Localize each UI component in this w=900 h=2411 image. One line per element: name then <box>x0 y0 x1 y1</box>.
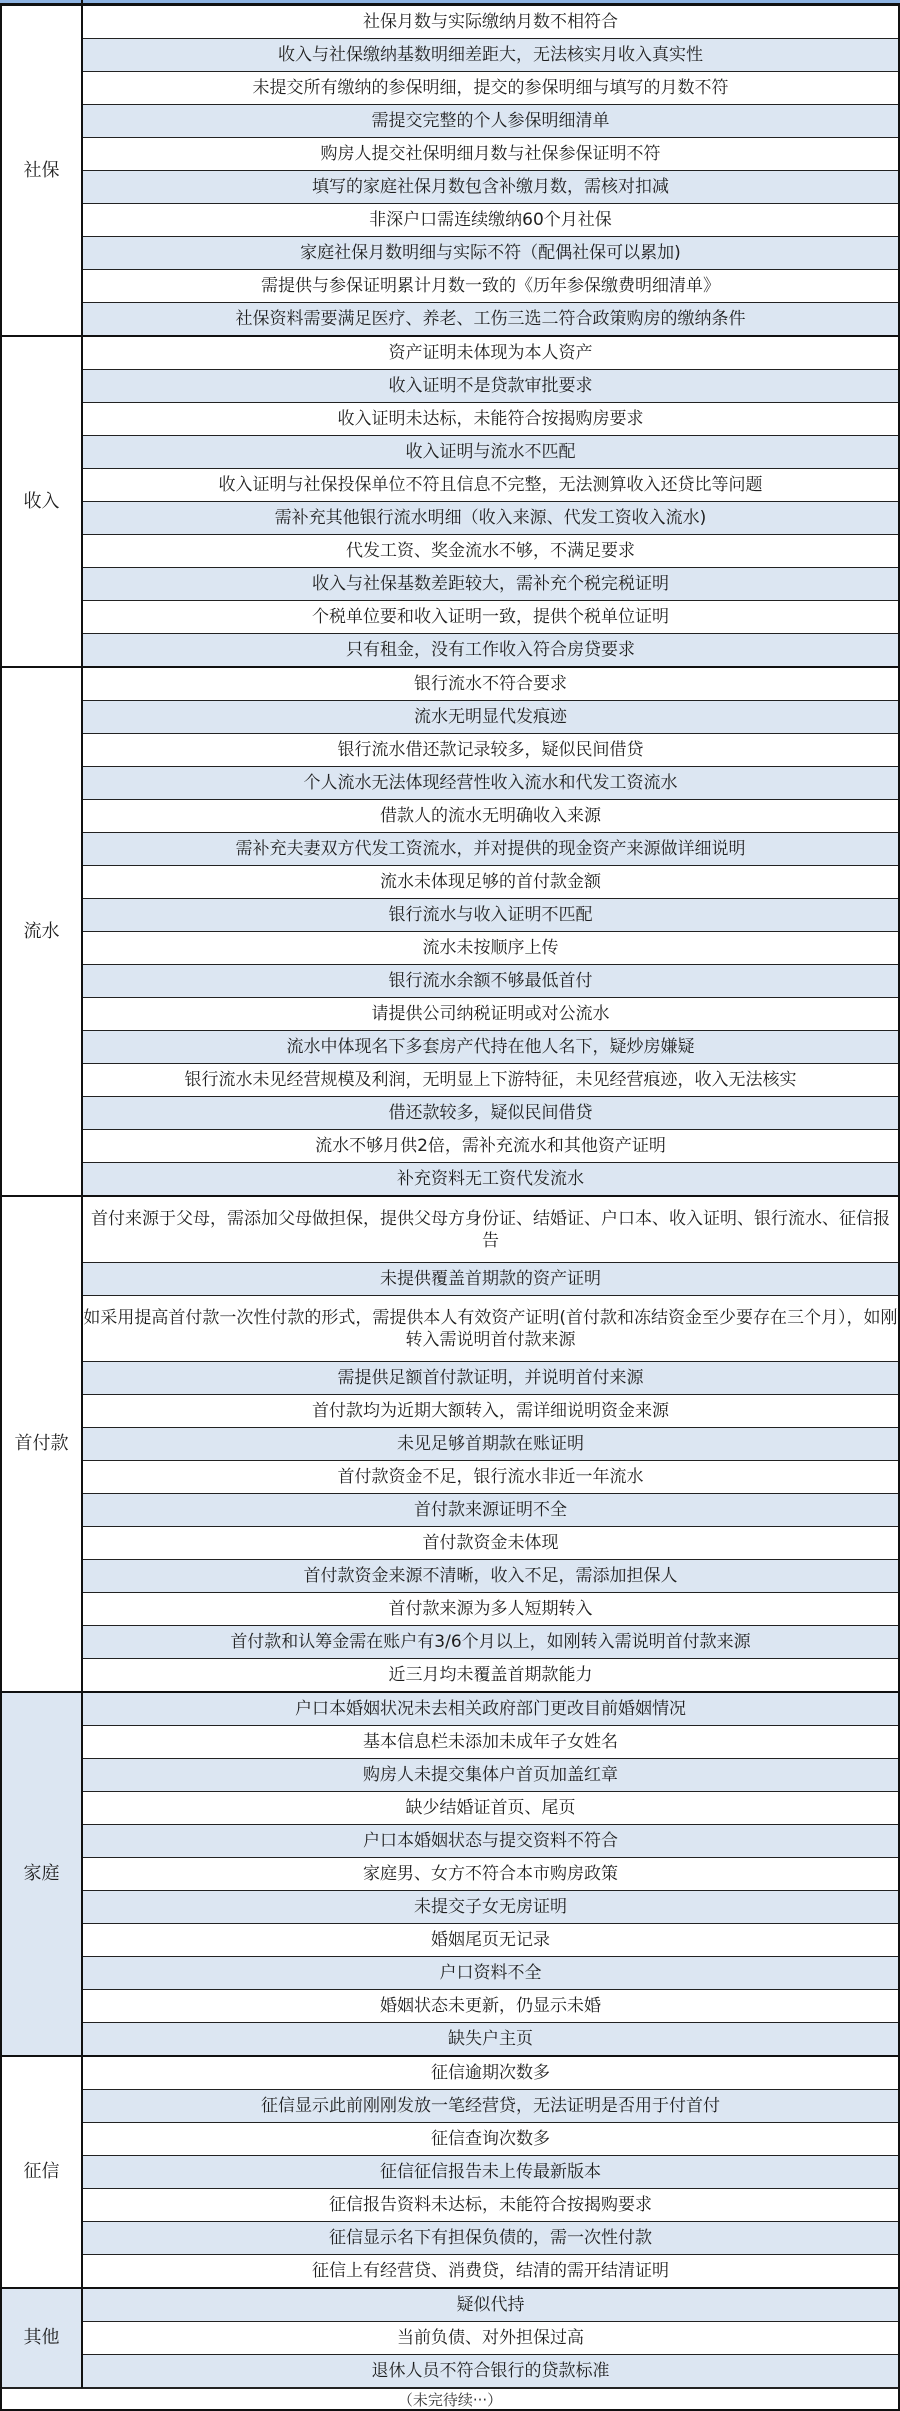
table-row <box>1 2156 899 2189</box>
reason-cell: 征信上有经营贷、消费贷，结清的需开结清证明 <box>82 2255 899 2289</box>
reason-cell: 未见足够首期款在账证明 <box>82 1428 899 1461</box>
table-row <box>1 1825 899 1858</box>
table-row <box>1 1461 899 1494</box>
reason-cell: 首付来源于父母，需添加父母做担保，提供父母方身份证、结婚证、户口本、收入证明、银行流水、征信报告 <box>82 1196 899 1263</box>
table-row <box>1 1263 899 1296</box>
reason-cell: 社保月数与实际缴纳月数不相符合 <box>82 5 899 39</box>
reason-cell: 收入证明未达标，未能符合按揭购房要求 <box>82 403 899 436</box>
reason-cell: 如采用提高首付款一次性付款的形式，需提供本人有效资产证明(首付款和冻结资金至少要存在三个月），如刚转入需说明首付款来源 <box>82 1296 899 1362</box>
table-row <box>1 1163 899 1197</box>
table-row <box>1 1726 899 1759</box>
table-row <box>1 2288 899 2322</box>
table-row <box>1 436 899 469</box>
reason-cell: 只有租金，没有工作收入符合房贷要求 <box>82 634 899 668</box>
reason-cell: 征信查询次数多 <box>82 2123 899 2156</box>
table-row <box>1 204 899 237</box>
reason-cell: 借还款较多，疑似民间借贷 <box>82 1097 899 1130</box>
reason-cell: 购房人未提交集体户首页加盖红章 <box>82 1759 899 1792</box>
reason-cell: 银行流水未见经营规模及利润，无明显上下游特征，未见经营痕迹，收入无法核实 <box>82 1064 899 1097</box>
table-row <box>1 403 899 436</box>
reason-cell: 补充资料无工资代发流水 <box>82 1163 899 1197</box>
category-cell: 社保 <box>1 5 82 336</box>
table-row <box>1 2090 899 2123</box>
table-row <box>1 800 899 833</box>
category-cell: 家庭 <box>1 1692 82 2056</box>
table-row <box>1 270 899 303</box>
reason-cell: 流水无明显代发痕迹 <box>82 701 899 734</box>
table-row <box>1 502 899 535</box>
table-row <box>1 336 899 370</box>
reason-cell: 请提供公司纳税证明或对公流水 <box>82 998 899 1031</box>
table-row <box>1 932 899 965</box>
table-row <box>1 701 899 734</box>
reason-cell: 代发工资、奖金流水不够，不满足要求 <box>82 535 899 568</box>
reason-cell: 流水未体现足够的首付款金额 <box>82 866 899 899</box>
reason-cell: 首付款来源证明不全 <box>82 1494 899 1527</box>
reason-cell: 征信报告资料未达标，未能符合按揭购要求 <box>82 2189 899 2222</box>
table-row <box>1 2123 899 2156</box>
reason-cell: 需提供与参保证明累计月数一致的《历年参保缴费明细清单》 <box>82 270 899 303</box>
table-row <box>1 1692 899 1726</box>
reason-cell: 当前负债、对外担保过高 <box>82 2322 899 2355</box>
reason-cell: 首付款资金未体现 <box>82 1527 899 1560</box>
reason-cell: 近三月均未覆盖首期款能力 <box>82 1659 899 1693</box>
table-row <box>1 1858 899 1891</box>
table-row <box>1 2023 899 2057</box>
reason-cell: 退休人员不符合银行的贷款标准 <box>82 2355 899 2388</box>
table-row <box>1 1957 899 1990</box>
reason-cell: 家庭社保月数明细与实际不符（配偶社保可以累加) <box>82 237 899 270</box>
reason-cell: 个人流水无法体现经营性收入流水和代发工资流水 <box>82 767 899 800</box>
table-row <box>1 2056 899 2090</box>
reason-cell: 购房人提交社保明细月数与社保参保证明不符 <box>82 138 899 171</box>
table-row <box>1 2222 899 2255</box>
reason-cell: 收入证明与社保投保单位不符且信息不完整，无法测算收入还贷比等问题 <box>82 469 899 502</box>
table-row <box>1 535 899 568</box>
table-row <box>1 105 899 138</box>
table-row <box>1 2355 899 2388</box>
reason-cell: 未提交子女无房证明 <box>82 1891 899 1924</box>
reason-cell: 家庭男、女方不符合本市购房政策 <box>82 1858 899 1891</box>
table-row <box>1 1130 899 1163</box>
reason-cell: 征信逾期次数多 <box>82 2056 899 2090</box>
table-row <box>1 1659 899 1693</box>
table-row <box>1 2189 899 2222</box>
reason-cell: 首付款资金来源不清晰，收入不足，需添加担保人 <box>82 1560 899 1593</box>
reason-cell: 户口本婚姻状况未去相关政府部门更改目前婚姻情况 <box>82 1692 899 1726</box>
reason-cell: 户口资料不全 <box>82 1957 899 1990</box>
reason-cell: 银行流水借还款记录较多，疑似民间借贷 <box>82 734 899 767</box>
table-row <box>1 237 899 270</box>
table-row <box>1 72 899 105</box>
reason-cell: 收入与社保缴纳基数明细差距大，无法核实月收入真实性 <box>82 39 899 72</box>
reason-cell: 未提供覆盖首期款的资产证明 <box>82 1263 899 1296</box>
category-cell: 首付款 <box>1 1196 82 1692</box>
reason-cell: 首付款均为近期大额转入，需详细说明资金来源 <box>82 1395 899 1428</box>
table-row <box>1 303 899 337</box>
reason-cell: 基本信息栏未添加未成年子女姓名 <box>82 1726 899 1759</box>
table-row <box>1 1494 899 1527</box>
category-cell: 收入 <box>1 336 82 667</box>
reason-cell: 个税单位要和收入证明一致，提供个税单位证明 <box>82 601 899 634</box>
reason-cell: 首付款和认筹金需在账户有3/6个月以上，如刚转入需说明首付款来源 <box>82 1626 899 1659</box>
reason-cell: 非深户口需连续缴纳60个月社保 <box>82 204 899 237</box>
table-row <box>1 2255 899 2289</box>
reason-cell: 收入证明不是贷款审批要求 <box>82 370 899 403</box>
reason-cell: 户口本婚姻状态与提交资料不符合 <box>82 1825 899 1858</box>
reason-cell: 疑似代持 <box>82 2288 899 2322</box>
reason-cell: 需补充其他银行流水明细（收入来源、代发工资收入流水) <box>82 502 899 535</box>
reason-cell: 流水未按顺序上传 <box>82 932 899 965</box>
table-row <box>1 998 899 1031</box>
category-cell: 征信 <box>1 2056 82 2288</box>
reason-cell: 缺少结婚证首页、尾页 <box>82 1792 899 1825</box>
table-row <box>1 1097 899 1130</box>
table-row <box>1 1759 899 1792</box>
table-row <box>1 1891 899 1924</box>
reason-cell: 资产证明未体现为本人资产 <box>82 336 899 370</box>
table-row <box>1 1196 899 1263</box>
table-row <box>1 1792 899 1825</box>
table-row <box>1 1560 899 1593</box>
reason-cell: 收入与社保基数差距较大，需补充个税完税证明 <box>82 568 899 601</box>
table-row <box>1 1990 899 2023</box>
reason-cell: 填写的家庭社保月数包含补缴月数，需核对扣减 <box>82 171 899 204</box>
to-be-continued-note: （未完待续···） <box>0 2388 900 2411</box>
table-row <box>1 1527 899 1560</box>
reason-cell: 需提交完整的个人参保明细清单 <box>82 105 899 138</box>
table-row <box>1 568 899 601</box>
reason-cell: 需提供足额首付款证明，并说明首付来源 <box>82 1362 899 1395</box>
category-cell: 流水 <box>1 667 82 1196</box>
table-row <box>1 469 899 502</box>
reason-cell: 需补充夫妻双方代发工资流水，并对提供的现金资产来源做详细说明 <box>82 833 899 866</box>
table-row <box>1 5 899 39</box>
table-row <box>1 1428 899 1461</box>
reason-cell: 流水中体现名下多套房产代持在他人名下，疑炒房嫌疑 <box>82 1031 899 1064</box>
table-row <box>1 1924 899 1957</box>
reason-cell: 银行流水余额不够最低首付 <box>82 965 899 998</box>
reason-cell: 征信显示此前刚刚发放一笔经营贷，无法证明是否用于付首付 <box>82 2090 899 2123</box>
table-row <box>1 601 899 634</box>
table-row <box>1 833 899 866</box>
reason-cell: 未提交所有缴纳的参保明细，提交的参保明细与填写的月数不符 <box>82 72 899 105</box>
reason-cell: 征信显示名下有担保负债的，需一次性付款 <box>82 2222 899 2255</box>
table-row <box>1 2322 899 2355</box>
reason-cell: 借款人的流水无明确收入来源 <box>82 800 899 833</box>
reason-cell: 银行流水与收入证明不匹配 <box>82 899 899 932</box>
table-row <box>1 1626 899 1659</box>
table-row <box>1 1064 899 1097</box>
reason-cell: 社保资料需要满足医疗、养老、工伤三选二符合政策购房的缴纳条件 <box>82 303 899 337</box>
reason-cell: 缺失户主页 <box>82 2023 899 2057</box>
table-row <box>1 965 899 998</box>
reason-cell: 婚姻尾页无记录 <box>82 1924 899 1957</box>
table-row <box>1 667 899 701</box>
table-row <box>1 866 899 899</box>
category-cell: 其他 <box>1 2288 82 2388</box>
table-row <box>1 1362 899 1395</box>
table-row <box>1 1395 899 1428</box>
table-row <box>1 370 899 403</box>
reason-cell: 首付款来源为多人短期转入 <box>82 1593 899 1626</box>
reason-cell: 婚姻状态未更新，仍显示未婚 <box>82 1990 899 2023</box>
table-row <box>1 734 899 767</box>
reason-cell: 征信征信报告未上传最新版本 <box>82 2156 899 2189</box>
table-row <box>1 138 899 171</box>
table-row <box>1 634 899 668</box>
table-row <box>1 767 899 800</box>
loan-rejection-reasons-table <box>0 4 900 2388</box>
table-row <box>1 899 899 932</box>
table-row <box>1 1296 899 1362</box>
reason-cell: 首付款资金不足，银行流水非近一年流水 <box>82 1461 899 1494</box>
table-row <box>1 1031 899 1064</box>
table-row <box>1 1593 899 1626</box>
table-row <box>1 171 899 204</box>
table-row <box>1 39 899 72</box>
reason-cell: 银行流水不符合要求 <box>82 667 899 701</box>
reason-cell: 收入证明与流水不匹配 <box>82 436 899 469</box>
reason-cell: 流水不够月供2倍，需补充流水和其他资产证明 <box>82 1130 899 1163</box>
